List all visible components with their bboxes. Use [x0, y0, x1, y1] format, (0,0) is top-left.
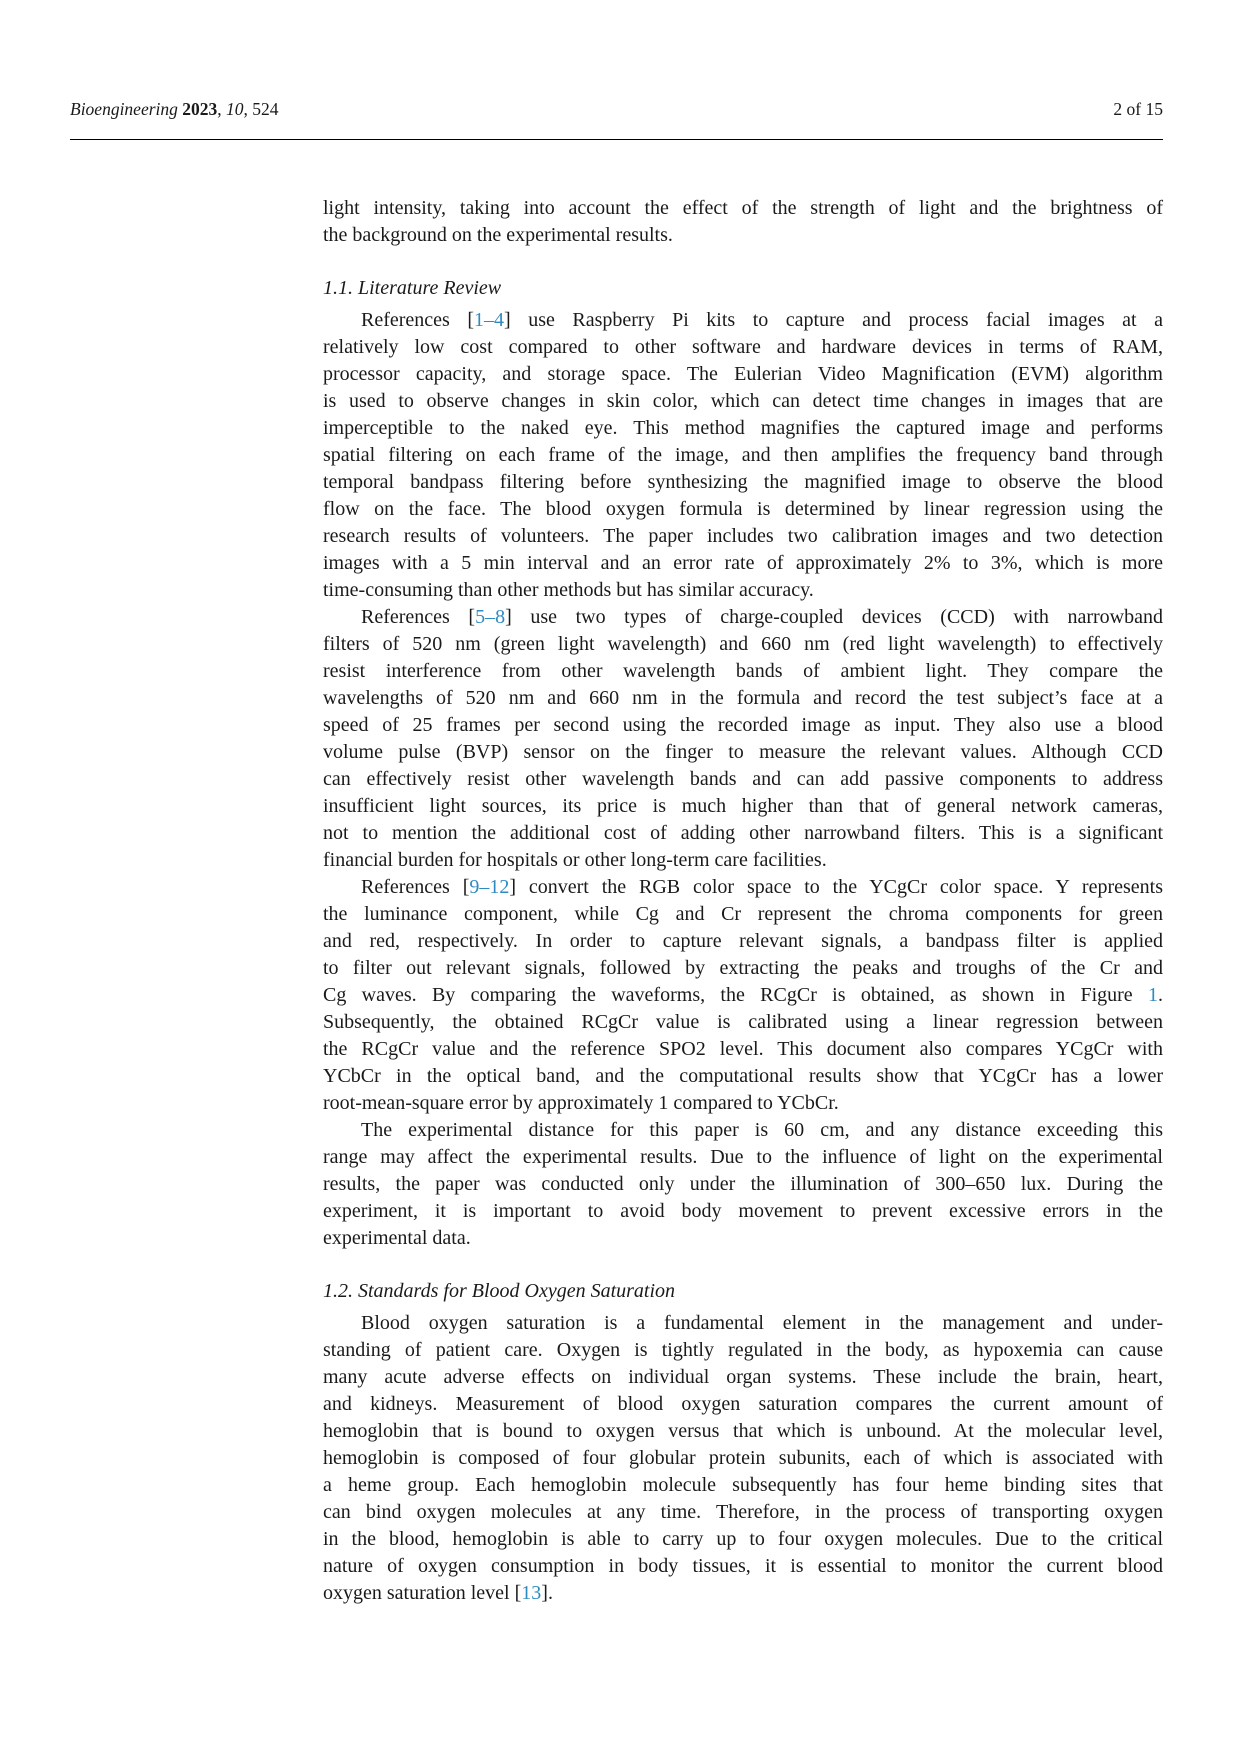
running-head — [70, 98, 1163, 120]
journal-citation-segment: 2023 — [182, 99, 218, 119]
text-segment: the RCgCr value and the reference SPO2 level. This document also compares YCgCr with — [323, 1038, 1163, 1060]
text-line — [323, 1553, 1163, 1580]
journal-citation-segment: , 524 — [243, 99, 279, 119]
reference-link[interactable]: 1 — [1148, 984, 1158, 1006]
text-line — [323, 793, 1163, 820]
text-segment: nature of oxygen consumption in body tissues, it is essential to monitor the current blood — [323, 1555, 1163, 1577]
reference-link[interactable]: 1–4 — [474, 309, 505, 331]
text-line — [323, 1499, 1163, 1526]
text-segment: in the blood, hemoglobin is able to carry up to four oxygen molecules. Due to the critical — [323, 1528, 1163, 1550]
text-line — [323, 361, 1163, 388]
text-line — [323, 1225, 1163, 1252]
text-segment: speed of 25 frames per second using the recorded image as input. They also use a blood — [323, 714, 1163, 736]
text-segment: results, the paper was conducted only under the illumination of 300–650 lux. During the — [323, 1173, 1163, 1195]
text-line — [323, 901, 1163, 928]
text-segment: to filter out relevant signals, followed by extracting the peaks and troughs of the Cr and — [323, 957, 1163, 979]
text-segment: range may affect the experimental results. Due to the influence of light on the experimental — [323, 1146, 1163, 1168]
text-line — [323, 928, 1163, 955]
text-line — [323, 874, 1163, 901]
text-segment: processor capacity, and storage space. The Eulerian Video Magnification (EVM) algorithm — [323, 363, 1163, 385]
text-line — [323, 604, 1163, 631]
text-line — [323, 1472, 1163, 1499]
text-segment: YCbCr in the optical band, and the computational results show that YCgCr has a lower — [323, 1065, 1163, 1087]
page-indicator: 2 of 15 — [1113, 99, 1163, 119]
text-segment: hemoglobin that is bound to oxygen versus that which is unbound. At the molecular level, — [323, 1420, 1163, 1442]
text-line — [323, 1310, 1163, 1337]
text-segment: root-mean-square error by approximately 1 compared to YCbCr. — [323, 1092, 839, 1114]
text-segment: can bind oxygen molecules at any time. Therefore, in the process of transporting oxygen — [323, 1501, 1163, 1523]
paragraph — [323, 307, 1163, 604]
text-segment: standing of patient care. Oxygen is tightly regulated in the body, as hypoxemia can cause — [323, 1339, 1163, 1361]
text-segment: resist interference from other wavelength bands of ambient light. They compare the — [323, 660, 1163, 682]
text-segment: spatial filtering on each frame of the image, and then amplifies the frequency band through — [323, 444, 1163, 466]
text-segment: experiment, it is important to avoid body movement to prevent excessive errors in the — [323, 1200, 1163, 1222]
header-rule — [70, 139, 1163, 140]
text-segment: . — [1158, 984, 1163, 1006]
text-segment: financial burden for hospitals or other long-term care facilities. — [323, 849, 827, 871]
text-segment: ] use two types of charge-coupled devices (CCD) with narrowband — [505, 606, 1163, 628]
text-line — [323, 1009, 1163, 1036]
text-segment: Subsequently, the obtained RCgCr value is calibrated using a linear regression between — [323, 1011, 1163, 1033]
text-line — [323, 685, 1163, 712]
text-line — [323, 1418, 1163, 1445]
text-line — [323, 1391, 1163, 1418]
article-content — [323, 195, 1163, 1607]
text-segment: hemoglobin is composed of four globular protein subunits, each of which is associated with — [323, 1447, 1163, 1469]
paragraph — [323, 604, 1163, 874]
text-line — [323, 1063, 1163, 1090]
text-line — [323, 1337, 1163, 1364]
text-line — [323, 222, 1163, 249]
section-heading: 1.1. Literature Review — [323, 277, 502, 299]
text-line — [323, 1445, 1163, 1472]
text-segment: is used to observe changes in skin color, which can detect time changes in images that are — [323, 390, 1163, 412]
text-segment: oxygen saturation level [ — [323, 1582, 522, 1604]
text-line — [323, 1171, 1163, 1198]
text-segment: time-consuming than other methods but has similar accuracy. — [323, 579, 814, 601]
text-line — [323, 1198, 1163, 1225]
reference-link[interactable]: 5–8 — [475, 606, 506, 628]
paragraph — [323, 195, 1163, 249]
text-line — [323, 766, 1163, 793]
text-line — [323, 496, 1163, 523]
text-line — [323, 307, 1163, 334]
text-segment: many acute adverse effects on individual organ systems. These include the brain, heart, — [323, 1366, 1163, 1388]
text-segment: can effectively resist other wavelength bands and can add passive components to address — [323, 768, 1163, 790]
text-line — [323, 195, 1163, 222]
text-line — [323, 550, 1163, 577]
text-segment: relatively low cost compared to other software and hardware devices in terms of RAM, — [323, 336, 1163, 358]
text-line — [323, 1526, 1163, 1553]
text-segment: Cg waves. By comparing the waveforms, the RCgCr is obtained, as shown in Figure — [323, 984, 1148, 1006]
text-line — [323, 1580, 1163, 1607]
text-segment: insufficient light sources, its price is much higher than that of general network cameras, — [323, 795, 1163, 817]
text-segment: not to mention the additional cost of adding other narrowband filters. This is a significant — [323, 822, 1163, 844]
text-line — [323, 739, 1163, 766]
journal-citation-segment: 10 — [226, 99, 244, 119]
text-segment: light intensity, taking into account the effect of the strength of light and the brightness of — [323, 197, 1163, 219]
text-line — [323, 577, 1163, 604]
text-segment: filters of 520 nm (green light wavelength) and 660 nm (red light wavelength) to effectively — [323, 633, 1163, 655]
text-line — [323, 415, 1163, 442]
journal-citation — [70, 98, 279, 120]
text-segment: References [ — [361, 606, 476, 628]
paragraph — [323, 1310, 1163, 1607]
text-segment: the background on the experimental results. — [323, 224, 673, 246]
text-line — [323, 1364, 1163, 1391]
text-line — [323, 469, 1163, 496]
text-segment: the luminance component, while Cg and Cr represent the chroma components for green — [323, 903, 1163, 925]
text-segment: Blood oxygen saturation is a fundamental element in the management and under- — [361, 1312, 1163, 1334]
text-segment: References [ — [361, 876, 470, 898]
journal-citation-segment: Bioengineering — [70, 99, 178, 119]
section-heading: 1.2. Standards for Blood Oxygen Saturation — [323, 1280, 676, 1302]
reference-link[interactable]: 9–12 — [469, 876, 510, 898]
text-line — [323, 1117, 1163, 1144]
text-segment: and red, respectively. In order to capture relevant signals, a bandpass filter is applied — [323, 930, 1163, 952]
text-line — [323, 1090, 1163, 1117]
text-segment: flow on the face. The blood oxygen formula is determined by linear regression using the — [323, 498, 1163, 520]
text-segment: The experimental distance for this paper is 60 cm, and any distance exceeding this — [361, 1119, 1163, 1141]
text-line — [323, 631, 1163, 658]
text-segment: wavelengths of 520 nm and 660 nm in the formula and record the test subject’s face at a — [323, 687, 1163, 709]
text-line — [323, 658, 1163, 685]
text-segment: temporal bandpass filtering before synthesizing the magnified image to observe the blood — [323, 471, 1163, 493]
text-line — [323, 712, 1163, 739]
text-line — [323, 442, 1163, 469]
text-line — [323, 523, 1163, 550]
text-segment: ] convert the RGB color space to the YCgCr color space. Y represents — [509, 876, 1163, 898]
text-segment: ]. — [541, 1582, 553, 1604]
text-line — [323, 955, 1163, 982]
text-segment: References [ — [361, 309, 475, 331]
text-line — [323, 982, 1163, 1009]
text-line — [323, 820, 1163, 847]
text-line — [323, 334, 1163, 361]
text-segment: images with a 5 min interval and an error rate of approximately 2% to 3%, which is more — [323, 552, 1163, 574]
text-segment: volume pulse (BVP) sensor on the finger to measure the relevant values. Although CCD — [323, 741, 1163, 763]
text-line — [323, 1144, 1163, 1171]
reference-link[interactable]: 13 — [521, 1582, 542, 1604]
text-line — [323, 388, 1163, 415]
text-segment: a heme group. Each hemoglobin molecule subsequently has four heme binding sites that — [323, 1474, 1163, 1496]
text-segment: ] use Raspberry Pi kits to capture and process facial images at a — [504, 309, 1163, 331]
paragraph — [323, 1117, 1163, 1252]
text-line — [323, 847, 1163, 874]
text-segment: experimental data. — [323, 1227, 471, 1249]
text-segment: imperceptible to the naked eye. This method magnifies the captured image and performs — [323, 417, 1163, 439]
paragraph — [323, 874, 1163, 1117]
text-line — [323, 1036, 1163, 1063]
text-segment: research results of volunteers. The paper includes two calibration images and two detection — [323, 525, 1163, 547]
journal-citation-segment: , — [217, 99, 227, 119]
text-segment: and kidneys. Measurement of blood oxygen saturation compares the current amount of — [323, 1393, 1163, 1415]
